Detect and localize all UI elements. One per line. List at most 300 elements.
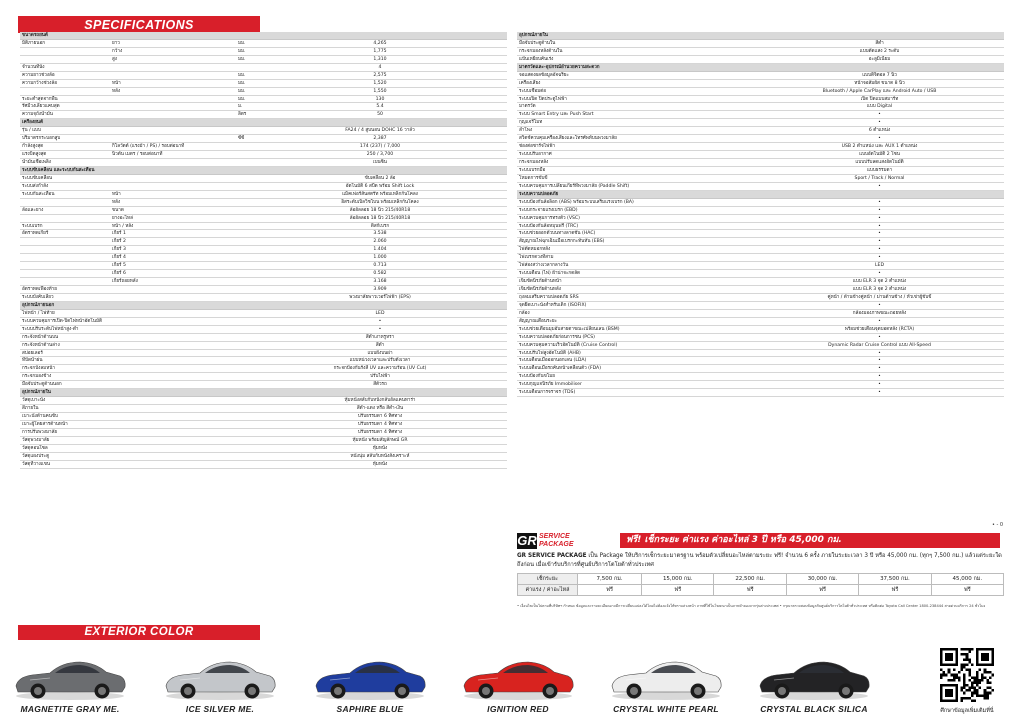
spec-cell-v: สีดำ — [875, 40, 884, 46]
gr-footnotes: • เงื่อนไขเป็นไปตามที่บริษัทฯ กำหนด ข้อมูลและรายละเอียดอาจมีการเปลี่ยนแปลงได้โดยไม่ต้องแจ้งให้ทราบล่วงหน้า ภาพที่ใช้ในโฆษณาเป็นภาพจำลองจากรุ่นต่างประเทศ • กรุณาตรวจสอบข้อมูลกับศูนย์บริการโตโยต้าทั่วประเทศ หรือติดต่อ Toyota Call Center 1800-238444 สายด่วนบริการ 24 ชั่วโมง — [517, 604, 986, 608]
spec-cell-v: 1,310 — [373, 56, 387, 62]
spec-cell-v: • — [878, 183, 881, 189]
spec-cell-l1: วัสดุที่วางแขน — [22, 461, 51, 467]
spec-cell-v: 3.538 — [373, 231, 387, 237]
exterior-color-name: SAPHIRE BLUE — [336, 704, 404, 714]
spec-row — [20, 326, 507, 334]
service-table-cell: ฟรี — [859, 585, 931, 596]
spec-cell-v: 130 — [375, 96, 385, 102]
spec-cell-v: อิสระดับเบิ้ลวิชโบน พร้อมเหล็กกันโคลง — [341, 199, 419, 205]
spec-row — [20, 183, 507, 191]
spec-row — [517, 294, 1004, 302]
spec-cell-v: แม็คเฟอร์สันสตรัท พร้อมเหล็กกันโคลง — [342, 191, 418, 197]
spec-cell-v: หุ้มหนังสลับกับหนังกลับอัลแคนทาร่า — [344, 398, 416, 404]
exterior-color-name: CRYSTAL BLACK SILICA — [760, 704, 868, 714]
spec-cell-v: 250 / 3,700 — [366, 152, 394, 158]
spec-section-header — [20, 167, 507, 175]
spec-cell-u: ซีซี — [238, 136, 245, 142]
spec-cell-v: สีดำเงาหรูหรา — [365, 334, 395, 340]
spec-table-right — [517, 32, 1004, 397]
spec-cell-l1: ขนาดรถยนต์ — [22, 33, 48, 38]
gr-description-title: GR SERVICE PACKAGE — [517, 553, 587, 559]
spec-cell-v: USB 2 ตำแหน่ง และ AUX 1 ตำแหน่ง — [841, 144, 918, 150]
spec-row — [517, 103, 1004, 111]
spec-cell-l2: ขนาด — [112, 207, 124, 213]
spec-row — [20, 294, 507, 302]
spec-cell-l1: ระบบช่วยเตือนมุมอับสายตาขณะเปลี่ยนเลน (BSM) — [519, 326, 620, 332]
spec-cell-l2: หลัง — [112, 199, 121, 205]
service-table-cell: ฟรี — [642, 585, 714, 596]
spec-cell-l1: แรงบิดสูงสุด — [22, 152, 47, 158]
spec-cell-v: กล้องมองภาพขณะถอยหลัง — [852, 310, 907, 316]
spec-cell-v: ล้ออัลลอย 18 นิ้ว 215/40R18 — [349, 215, 411, 221]
spec-cell-v: แบบดิจิตอล 7 นิ้ว — [862, 72, 897, 78]
spec-cell-l1: อัตราทดเกียร์ — [22, 231, 49, 237]
spec-cell-l1: ระบบเตือน (ไฟ) ฝ้าน่าจะกดลัด — [519, 271, 580, 277]
service-table-header-cell: 45,000 กม. — [931, 574, 1003, 585]
qr-caption: ศึกษาข้อมูลเพิ่มเติมที่นี่ — [940, 708, 994, 714]
exterior-color-item[interactable] — [310, 646, 470, 722]
spec-cell-l1: ความกว้างช่วงล้อ — [22, 80, 57, 86]
spec-cell-v: สีตัวรถ — [373, 382, 387, 388]
spec-cell-l1: จุดยึดเบาะนั่งสำหรับเด็ก (ISOFIX) — [519, 302, 587, 308]
spec-cell-l1: ระบบเตือนเมื่อออกนอกเลน (LDA) — [519, 358, 587, 364]
spec-row — [20, 310, 507, 318]
spec-section-header — [517, 191, 1004, 199]
spec-cell-v: หน้าจอสัมผัส ขนาด 8 นิ้ว — [854, 80, 905, 86]
spec-cell-l1: สีภายใน — [22, 406, 39, 412]
spec-cell-l1: ระบบเตือนการจราจร (TDS) — [519, 390, 576, 396]
spec-row — [517, 159, 1004, 167]
spec-cell-v: LED — [375, 310, 385, 316]
spec-cell-l2: เกียร์ 1 — [112, 231, 126, 237]
spec-cell-l1: การปรับพวงมาลัย — [22, 429, 58, 435]
exterior-color-item[interactable] — [458, 646, 618, 722]
spec-cell-l1: เข็มขัดนิรภัยด้านหลัง — [519, 287, 561, 292]
spec-cell-l1: ระบบช่วยออกตัวบนทางลาดชัน (HAC) — [519, 231, 596, 237]
spec-cell-v: 1.000 — [373, 255, 387, 261]
spec-cell-v: 6 ตำแหน่ง — [868, 128, 891, 134]
spec-cell-u: มม. — [238, 80, 246, 86]
spec-cell-l2: หน้า / หลัง — [112, 223, 134, 229]
spec-row — [517, 143, 1004, 151]
service-table-cell: ฟรี — [714, 585, 786, 596]
spec-row — [517, 56, 1004, 64]
spec-cell-l1: มาตรวัดและ-อุปกรณ์อำนวยความสะดวก — [519, 64, 600, 70]
gr-badge-package: PACKAGE — [539, 541, 574, 548]
spec-row — [517, 365, 1004, 373]
spec-row — [20, 413, 507, 421]
spec-cell-l1: กระจกมองข้าง — [22, 374, 52, 380]
spec-cell-l2: นิวตัน เมตร / รอบต่อนาที — [112, 152, 163, 158]
spec-cell-l1: มิติภายนอก — [22, 40, 45, 46]
spec-cell-l1: ระบบความปลอดภัยก่อนการชน (PCS) — [519, 334, 595, 340]
gr-service-badge — [517, 533, 614, 549]
spec-cell-v: 0.713 — [373, 263, 387, 269]
spec-cell-v: 4,265 — [373, 40, 387, 46]
spec-cell-l1: รัศมีวงเลี้ยวแคบสุด — [22, 104, 60, 110]
spec-cell-l1: รุ่น / แบบ — [22, 128, 41, 134]
spec-cell-l1: เบาะผู้โดยสารด้านหน้า — [22, 421, 68, 427]
spec-row — [517, 199, 1004, 207]
car-image — [754, 646, 874, 704]
exterior-color-item[interactable] — [160, 646, 320, 722]
spec-cell-u: มม. — [238, 48, 246, 54]
spec-row — [20, 421, 507, 429]
spec-row — [20, 357, 507, 365]
spec-cell-v: 4 — [378, 64, 382, 70]
spec-cell-l2: เกียร์ถอยหลัง — [112, 279, 138, 285]
spec-cell-l1: ระบบปรับอากาศ — [519, 152, 552, 158]
spec-row — [20, 215, 507, 223]
spec-cell-l1: ความยาวช่วงล้อ — [22, 72, 55, 78]
spec-row — [20, 262, 507, 270]
spec-row — [517, 310, 1004, 318]
spec-cell-l1: สัญญาณไฟฉุกเฉินเมื่อเบรกกะทันหัน (EBS) — [519, 239, 605, 245]
car-image — [10, 646, 130, 704]
spec-row — [20, 159, 507, 167]
spec-row — [20, 365, 507, 373]
spec-cell-v: • — [878, 382, 881, 388]
spec-row — [20, 191, 507, 199]
spec-cell-l1: เครื่องยนต์ — [22, 120, 43, 126]
spec-cell-l1: ระบบควบคุมการทรงตัว (VSC) — [519, 215, 580, 221]
spec-row — [517, 270, 1004, 278]
spec-row — [517, 111, 1004, 119]
spec-row — [20, 246, 507, 254]
spec-cell-l1: อุปกรณ์ภายนอก — [22, 302, 55, 308]
spec-cell-v: 5.4 — [376, 104, 384, 110]
spec-cell-v: • — [878, 334, 881, 340]
spec-row — [517, 96, 1004, 104]
service-table-header-cell: 22,500 กม. — [714, 574, 786, 585]
spec-row — [20, 127, 507, 135]
spec-cell-v: • — [878, 318, 881, 324]
spec-row — [20, 143, 507, 151]
spec-cell-l1: กระจกมองหลังด้านใน — [519, 48, 563, 54]
spec-cell-v: 50 — [377, 112, 383, 118]
spec-cell-v: ปรับไฟฟ้า — [370, 374, 390, 380]
spec-cell-v: ล้ออัลลอย 18 นิ้ว 215/40R18 — [349, 207, 411, 213]
spec-section-header — [517, 32, 1004, 40]
spec-cell-v: พร้อมช่วยเตือนจุดบอดหลัง (RCTA) — [844, 326, 915, 332]
spec-row — [20, 56, 507, 64]
spec-cell-v: สีดำ-แดง หรือ สีดำ-เงิน — [356, 406, 404, 412]
exterior-color-name: IGNITION RED — [487, 704, 549, 714]
spec-cell-v: หุ้มหนัง — [372, 461, 388, 467]
spec-row — [517, 40, 1004, 48]
spec-cell-v: 1,550 — [373, 88, 387, 94]
spec-row — [517, 262, 1004, 270]
spec-row — [20, 207, 507, 215]
spec-cell-l2: ยาว — [112, 40, 120, 46]
spec-row — [20, 40, 507, 48]
spec-cell-l2: เกียร์ 2 — [112, 239, 126, 245]
spec-row — [517, 183, 1004, 191]
spec-cell-l1: ระบบความปลอดภัย — [519, 191, 559, 197]
spec-section-header — [20, 302, 507, 310]
spec-cell-v: Bluetooth / Apple CarPlay และ Android Auto / USB — [822, 88, 937, 94]
gr-logo: GR — [517, 533, 537, 548]
spec-table-left — [20, 32, 507, 469]
spec-cell-l1: ระบบเตือนเมื่อรถคันหน้าเคลื่อนตัว (FDA) — [519, 366, 601, 372]
spec-cell-v: กระจกป้องกันรังสี UV และความร้อน (UV Cut) — [333, 366, 427, 372]
car-image — [606, 646, 726, 704]
spec-row — [20, 397, 507, 405]
exterior-color-header: EXTERIOR COLOR — [18, 625, 260, 640]
spec-row — [20, 270, 507, 278]
spec-cell-u: มม. — [238, 56, 246, 62]
spec-row — [20, 445, 507, 453]
spec-cell-v: 2.060 — [373, 239, 387, 245]
spec-cell-l1: ระบบกระจายแรงเบรก (EBD) — [519, 207, 578, 213]
spec-cell-l1: มือจับประตูด้านใน — [519, 40, 556, 46]
spec-cell-v: 2,575 — [373, 72, 387, 78]
spec-cell-v: 1,775 — [373, 48, 387, 54]
qr-code[interactable] — [940, 648, 994, 702]
spec-cell-v: • — [878, 215, 881, 221]
spec-cell-l1: ระบบบังคับเลี้ยว — [22, 294, 54, 300]
spec-cell-v: • — [878, 239, 881, 245]
spec-cell-v: • — [878, 231, 881, 237]
spec-cell-l1: ระบบขับเคลื่อน — [22, 175, 53, 181]
spec-cell-v: • — [878, 112, 881, 118]
gr-badge-label — [537, 533, 614, 549]
spec-row — [517, 175, 1004, 183]
spec-row — [517, 80, 1004, 88]
spec-cell-l1: ระบบกันสะเทือน — [22, 191, 55, 197]
exterior-color-item[interactable] — [10, 646, 170, 722]
spec-row — [517, 230, 1004, 238]
spec-cell-l2: กว้าง — [112, 48, 123, 54]
spec-cell-l1: ระบบควบคุมความเร็วอัตโนมัติ (Cruise Control) — [519, 342, 618, 348]
service-table-header-cell: เช็กระยะ — [518, 574, 578, 585]
service-table-header-cell: 15,000 กม. — [642, 574, 714, 585]
spec-row — [517, 350, 1004, 358]
spec-cell-v: แบบฝังบนฝา — [367, 350, 393, 356]
spec-cell-l1: อัตราทดเฟืองท้าย — [22, 287, 57, 292]
spec-cell-v: เบนซิน — [373, 160, 387, 165]
spec-cell-l1: วัสดุเบาะนั่ง — [22, 398, 46, 404]
spec-cell-l1: ระบบป้องกันล้อล็อก (ABS) พร้อมระบบเสริมแรงเบรก (BA) — [519, 199, 634, 205]
spec-cell-v: Sport / Track / Normal — [854, 175, 905, 181]
spec-row — [517, 223, 1004, 231]
spec-cell-l1: วัสดุคอนโซล — [22, 445, 48, 451]
spec-cell-v: แบบ ELR 3 จุด 2 ตำแหน่ง — [852, 279, 907, 285]
spec-cell-v: • — [878, 390, 881, 396]
spec-cell-l1: กระจังหน้าด้านบน — [22, 334, 59, 340]
spec-row — [517, 286, 1004, 294]
gr-description — [517, 552, 1004, 570]
spec-row — [20, 135, 507, 143]
spec-cell-v: ขับเคลื่อน 2 ล้อ — [364, 175, 396, 181]
spec-row — [517, 215, 1004, 223]
spec-cell-l2: เกียร์ 3 — [112, 247, 126, 253]
service-table-header-row — [518, 574, 1004, 585]
spec-cell-l2: กิโลวัตต์ (แรงม้า / PS) / รอบต่อนาที — [112, 144, 185, 150]
spec-cell-l1: ระบบขับเคลื่อน และระบบกันสะเทือน — [22, 167, 95, 173]
spec-row — [20, 278, 507, 286]
spec-row — [20, 88, 507, 96]
spec-section-header — [20, 389, 507, 397]
service-table-cell: ฟรี — [931, 585, 1003, 596]
spec-cell-l1: มือจับประตูด้านนอก — [22, 382, 62, 388]
spec-section-header — [517, 64, 1004, 72]
spec-row — [20, 429, 507, 437]
spec-cell-l1: วัสดุแผงประตู — [22, 453, 50, 459]
spec-row — [517, 326, 1004, 334]
spec-cell-l1: กล้อง — [519, 310, 530, 316]
spec-row — [517, 207, 1004, 215]
spec-cell-v: ดิสก์เบรก — [370, 223, 390, 229]
spec-row — [20, 373, 507, 381]
spec-row — [20, 453, 507, 461]
spec-row — [20, 318, 507, 326]
spec-cell-l1: กระจกบังลมหน้า — [22, 366, 55, 372]
spec-cell-v: แบบธรรมดา — [866, 167, 893, 173]
spec-row — [517, 318, 1004, 326]
spec-cell-v: 3.909 — [373, 287, 387, 292]
spec-cell-l2: หลัง — [112, 88, 121, 94]
spec-cell-l1: ระบบเชื่อมต่อ — [519, 88, 546, 94]
spec-cell-v: หุ้มหนัง พร้อมสัญลักษณ์ GR — [352, 437, 408, 443]
car-image — [458, 646, 578, 704]
spec-cell-v: • — [878, 271, 881, 277]
spec-cell-l1: กระจังหน้าด้านล่าง — [22, 342, 60, 348]
spec-cell-v: แบบอัตโนมัติ 2 โซน — [859, 152, 900, 158]
spec-row — [20, 381, 507, 389]
exterior-color-item[interactable] — [606, 646, 766, 722]
spec-cell-v: แบบ ELR 3 จุด 2 ตำแหน่ง — [852, 287, 907, 292]
spec-row — [517, 127, 1004, 135]
spec-cell-l1: อุปกรณ์ภายใน — [22, 390, 51, 396]
spec-row — [517, 381, 1004, 389]
spec-cell-l1: วัสดุพวงมาลัย — [22, 437, 50, 443]
spec-cell-l1: ไฟเบรกดวงที่สาม — [519, 255, 554, 261]
spec-cell-v: • — [878, 255, 881, 261]
service-table-header-cell: 30,000 กม. — [786, 574, 858, 585]
spec-cell-v: อะลูมิเนียม — [868, 56, 891, 62]
spec-cell-u: มม. — [238, 40, 246, 46]
spec-cell-v: 174 (237) / 7,000 — [359, 144, 401, 150]
spec-cell-v: หนังนุ่ม สลับกับหนังสังเคราะห์ — [350, 453, 410, 459]
spec-cell-l1: ที่ปัดน้ำฝน — [22, 358, 43, 364]
service-table-cell: ค่าแรง / ค่าอะไหล่ — [518, 585, 578, 596]
spec-cell-v: อัตโนมัติ 6 สปีด พร้อม Shift Lock — [345, 183, 415, 189]
spec-cell-l1: เครื่องเสียง — [519, 80, 541, 86]
spec-row — [20, 111, 507, 119]
spec-cell-l2: ยางอะไหล่ — [112, 215, 133, 221]
spec-row — [517, 373, 1004, 381]
spec-cell-l1: กุญแจรีโมท — [519, 120, 543, 126]
spec-cell-l1: สวิตช์ควบคุมเครื่องเสียงและโทรศัพท์บนพวงมาลัย — [519, 136, 617, 142]
spec-cell-v: • — [878, 350, 881, 356]
spec-cell-l2: หน้า — [112, 191, 121, 197]
spec-row — [517, 119, 1004, 127]
service-schedule-table — [517, 573, 1004, 596]
spec-cell-l1: ระบบส่งกำลัง — [22, 183, 49, 189]
spec-row — [20, 64, 507, 72]
spec-row — [20, 334, 507, 342]
spec-row — [20, 405, 507, 413]
spec-cell-l1: ลำโพง — [519, 128, 533, 134]
spec-cell-l1: ระบบควบคุมการเปิด-ปิดไฟหน้าอัตโนมัติ — [22, 318, 102, 324]
spec-cell-v: ปรับธรรมดา 6 ทิศทาง — [357, 414, 403, 419]
spec-row — [517, 334, 1004, 342]
service-table-row — [518, 585, 1004, 596]
spec-row — [20, 342, 507, 350]
spec-cell-v: • — [378, 318, 382, 324]
exterior-color-name: MAGNETITE GRAY ME. — [20, 704, 120, 714]
spec-cell-v: • — [378, 326, 382, 332]
spec-cell-u: ลิตร — [238, 112, 247, 118]
spec-cell-v: 1.404 — [373, 247, 387, 253]
spec-row — [20, 350, 507, 358]
spec-row — [517, 72, 1004, 80]
spec-section-header — [20, 32, 507, 40]
spec-row — [20, 230, 507, 238]
spec-row — [517, 357, 1004, 365]
spec-cell-v: • — [878, 199, 881, 205]
spec-cell-l1: ระบบปรับระดับไฟหน้าสูง-ต่ำ — [22, 326, 79, 332]
spec-cell-l1: ระบบปรับไฟสูงอัตโนมัติ (AHB) — [519, 350, 581, 356]
exterior-color-item[interactable] — [754, 646, 914, 722]
service-table-cell: ฟรี — [786, 585, 858, 596]
spec-row — [20, 151, 507, 159]
spec-cell-u: ม. — [238, 104, 243, 110]
spec-row — [20, 96, 507, 104]
spec-cell-l1: ระบบเปิด ปิดประตูไฟฟ้า — [519, 96, 567, 102]
spec-cell-l2: เกียร์ 5 — [112, 263, 126, 269]
spec-row — [517, 167, 1004, 175]
spec-cell-l1: ระบบเบรกมือ — [519, 167, 546, 173]
spec-cell-v: หุ้มหนัง — [372, 445, 388, 451]
spec-row — [517, 389, 1004, 397]
spec-row — [20, 48, 507, 56]
spec-cell-l1: ไฟตัดหมอกหลัง — [519, 247, 551, 253]
spec-cell-l1: ระบบควบคุมการเปลี่ยนเกียร์ที่พวงมาลัย (Paddle Shift) — [519, 183, 630, 189]
spec-cell-v: เปิด ปิดแบบสมาร์ท — [860, 96, 899, 102]
spec-row — [517, 246, 1004, 254]
spec-cell-v: สีดำ — [375, 342, 385, 348]
spec-cell-l1: ไฟส่องสว่างเวลากลางวัน — [519, 263, 569, 269]
spec-row — [517, 254, 1004, 262]
spec-row — [517, 342, 1004, 350]
spec-row — [517, 302, 1004, 310]
spec-row — [20, 223, 507, 231]
spec-section-header — [20, 119, 507, 127]
spec-cell-l1: ช่องต่อชาร์จไฟฟ้า — [519, 144, 556, 150]
spec-row — [517, 278, 1004, 286]
spec-cell-v: แบบหน่วงเวลาและปรับตั้งเวลา — [349, 358, 411, 364]
spec-cell-v: • — [878, 120, 881, 126]
spec-row — [20, 175, 507, 183]
spec-cell-l1: กระจกมองหลัง — [519, 160, 549, 165]
car-image — [310, 646, 430, 704]
gr-promo-banner: ฟรี! เช็กระยะ ค่าแรง ค่าอะไหล่ 3 ปี หรือ 45,000 กม. — [620, 533, 1000, 548]
spec-row — [20, 461, 507, 469]
spec-cell-v: 3.168 — [373, 279, 387, 285]
gr-description-text: เป็น Package ให้บริการเช็กระยะมาตรฐาน พร้อมตัวเปลี่ยนอะไหล่ตามระยะ ฟรี! จำนวน 6 ครั้ง ภายในระยะเวลา 3 ปี หรือ 45,000 กม. (ทุกๆ 7,500 กม.) แล้วแต่ระยะใดถึงก่อน เมื่อเข้ารับบริการที่ศูนย์บริการโตโยต้าทั่วประเทศ — [517, 553, 1002, 568]
spec-row — [20, 254, 507, 262]
spec-cell-l1: ถุงลมเสริมความปลอดภัย SRS — [519, 294, 579, 300]
service-table-header-cell: 7,500 กม. — [578, 574, 642, 585]
gr-service-package — [517, 533, 1004, 623]
specifications-header: SPECIFICATIONS — [18, 16, 260, 33]
service-table-header-cell: 37,500 กม. — [859, 574, 931, 585]
spec-cell-v: • — [878, 207, 881, 213]
spec-row — [20, 437, 507, 445]
